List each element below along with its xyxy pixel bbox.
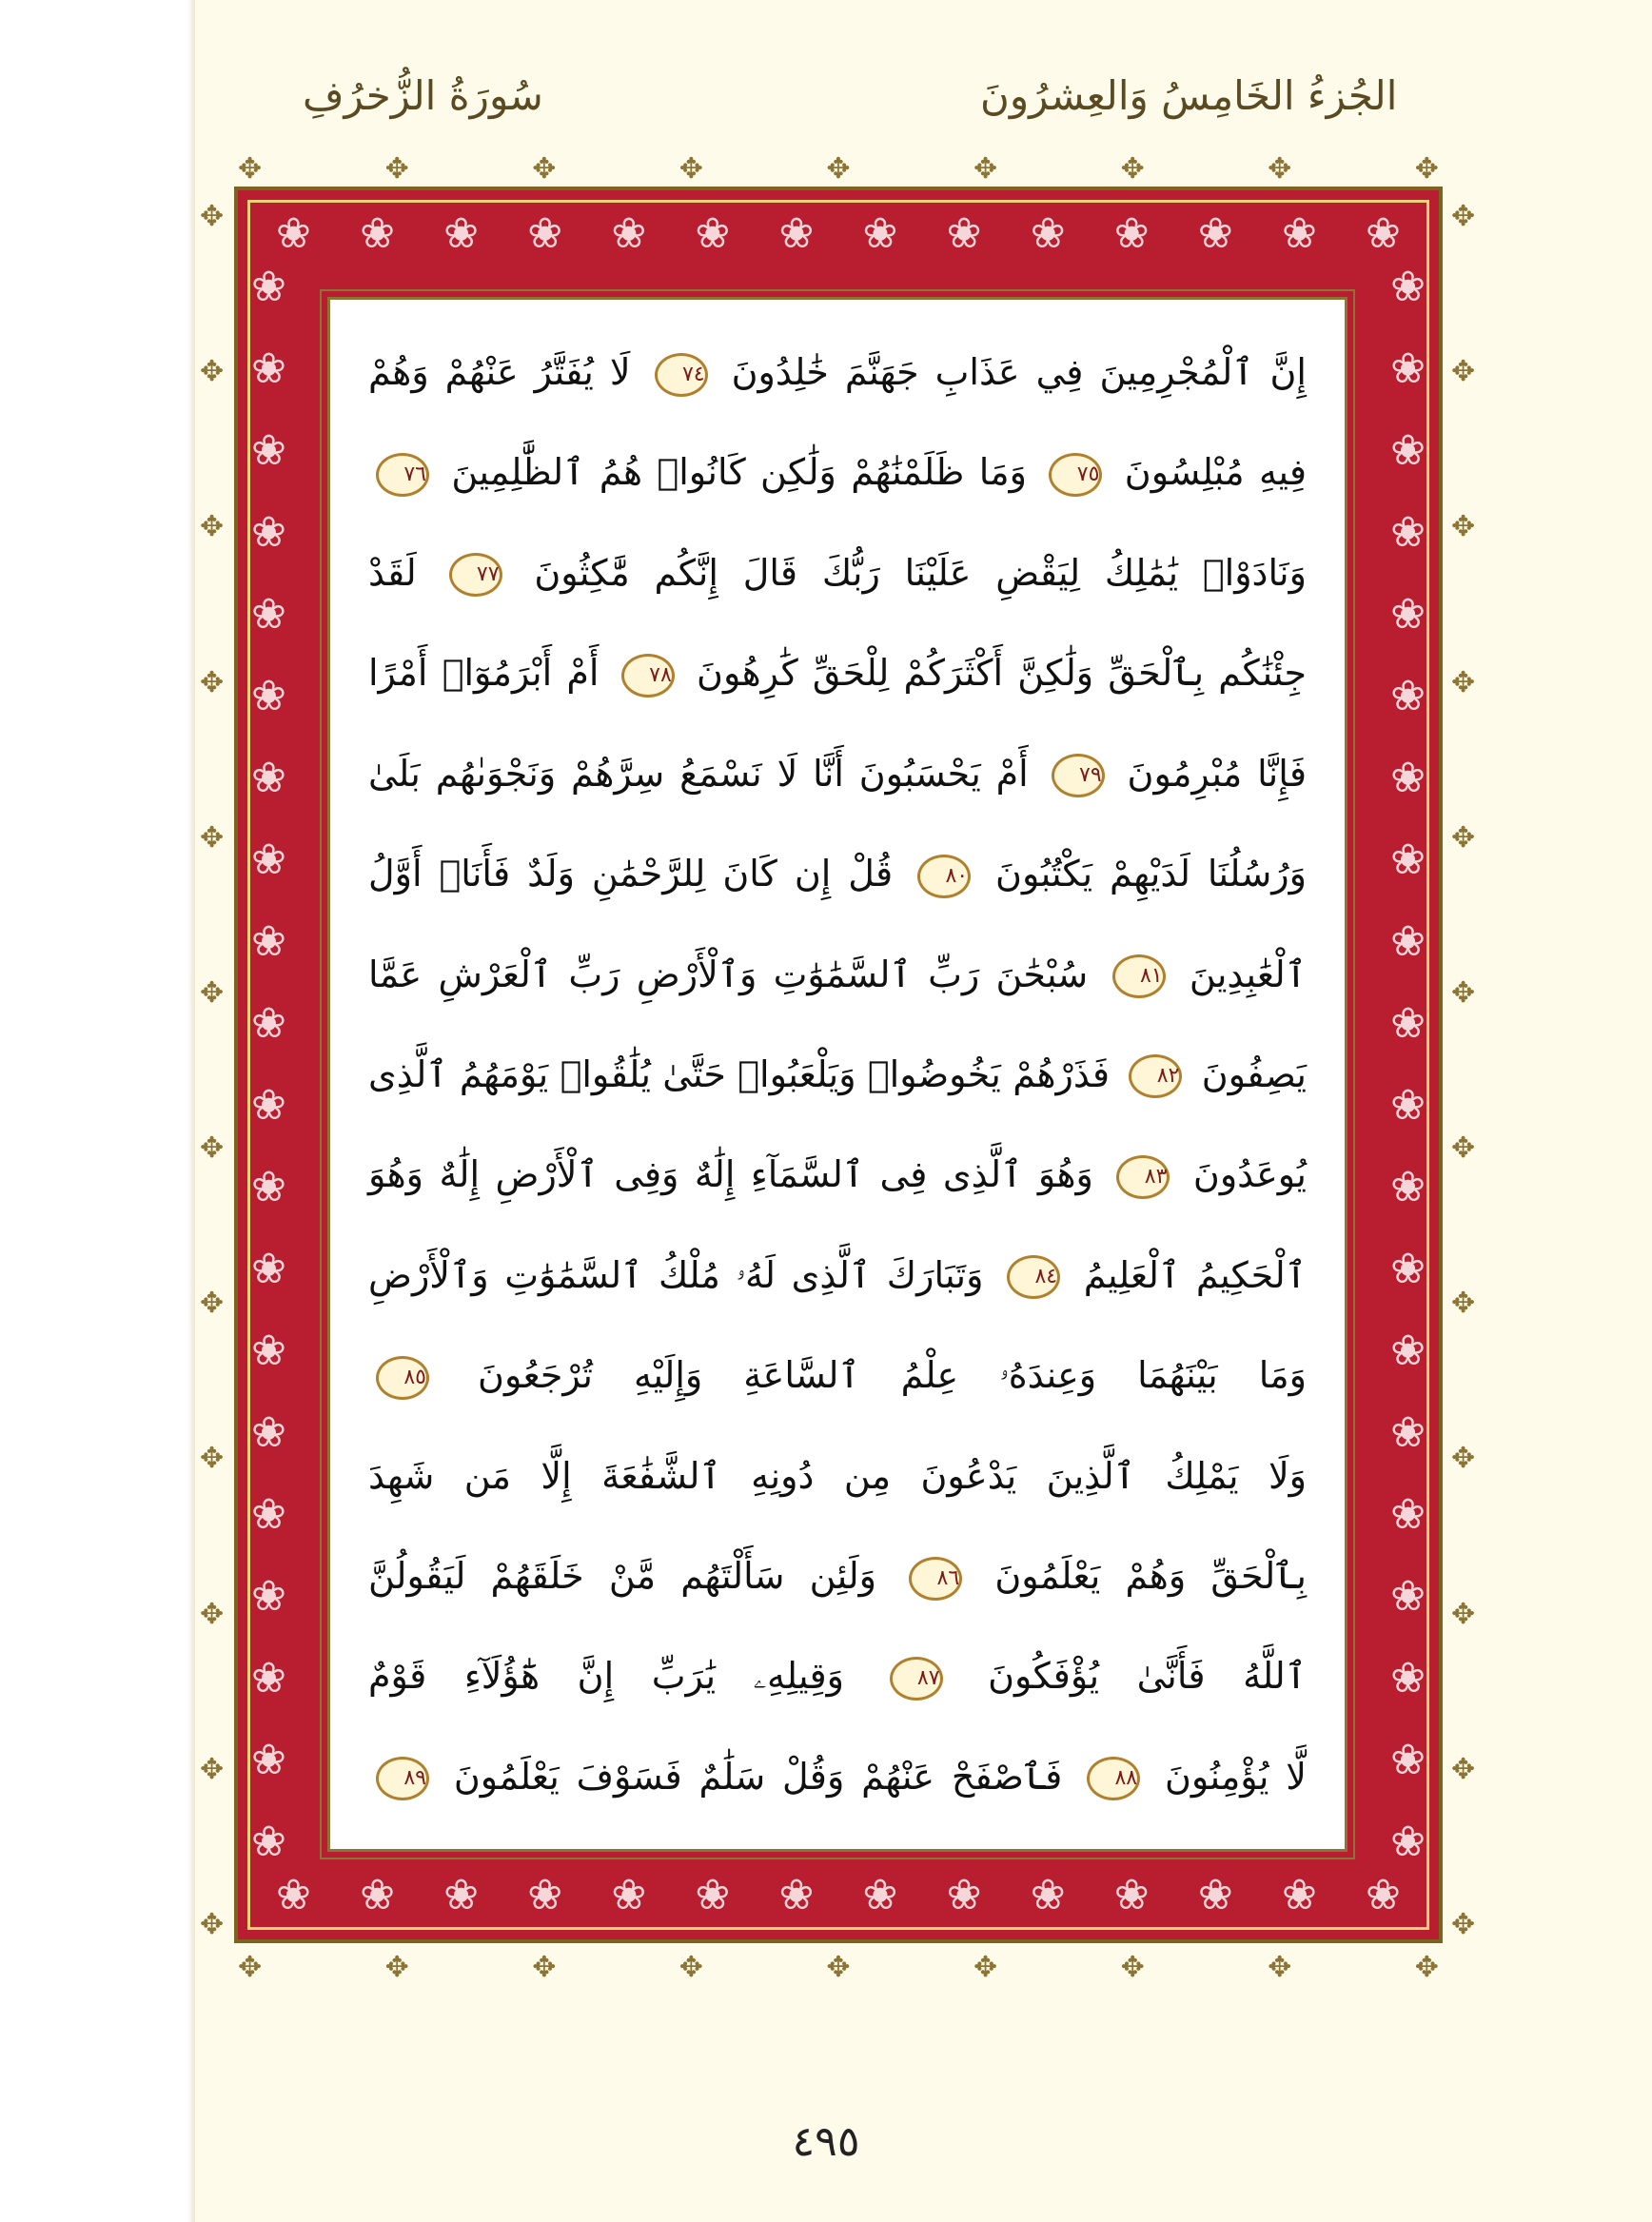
verse-text: يَصِفُونَ [1201,1052,1307,1095]
ayah-number-marker: ٧٨ [621,654,675,698]
verse-text: فَٱصْفَحْ عَنْهُمْ وَقُلْ سَلَٰمٌ فَسَوْفَ يَعْلَمُونَ [453,1755,1063,1798]
verse-line [368,1748,1307,1805]
ayah-number-marker: ٨٤ [1007,1255,1060,1299]
outer-ornament-right: ✥ ✥ ✥ ✥ ✥ ✥ ✥ ✥ ✥ ✥ ✥ ✥ [1451,200,1476,1941]
verse-text: أَمْ أَبْرَمُوٓا۟ أَمْرًا [368,652,600,695]
ayah-number-marker: ٧٧ [449,553,502,597]
verse-text: وَرُسُلُنَا لَدَيْهِمْ يَكْتُبُونَ [995,853,1307,895]
border-motif-left: ❀ ❀ ❀ ❀ ❀ ❀ ❀ ❀ ❀ ❀ ❀ ❀ ❀ ❀ ❀ ❀ ❀ ❀ ❀ ❀ [251,263,286,1866]
verse-lines [368,344,1307,1805]
ayah-number-marker: ٨٥ [376,1356,429,1400]
verse-text: بِٱلْحَقِّ وَهُمْ يَعْلَمُونَ [994,1555,1307,1598]
border-motif-right: ❀ ❀ ❀ ❀ ❀ ❀ ❀ ❀ ❀ ❀ ❀ ❀ ❀ ❀ ❀ ❀ ❀ ❀ ❀ ❀ [1390,263,1426,1866]
ayah-number-marker: ٧٩ [1052,754,1105,797]
ayah-number-marker: ٨٧ [890,1657,943,1701]
ayah-number-marker: ٧٥ [1049,453,1102,497]
border-motif-bottom: ❀ ❀ ❀ ❀ ❀ ❀ ❀ ❀ ❀ ❀ ❀ ❀ ❀ ❀ [276,1871,1401,1919]
verse-text: أَمْ يَحْسَبُونَ أَنَّا لَا نَسْمَعُ سِرَّهُمْ وَنَجْوَىٰهُم بَلَىٰ [368,752,1029,795]
ayah-number-marker: ٨١ [1112,954,1166,998]
verse-line [368,1247,1307,1304]
ayah-number-marker: ٨٦ [909,1557,962,1601]
verse-line [368,1347,1307,1404]
verse-line [368,443,1307,501]
page-edge-shadow [187,0,195,2222]
verse-text: وَلَا يَمْلِكُ ٱلَّذِينَ يَدْعُونَ مِن دُونِهِ ٱلشَّفَٰعَةَ إِلَّا مَن شَهِدَ [368,1454,1307,1497]
verse-text: إِنَّ ٱلْمُجْرِمِينَ فِي عَذَابِ جَهَنَّمَ خَٰلِدُونَ [731,351,1307,393]
ayah-number-marker: ٨٠ [917,855,971,898]
verse-text: وَمَا بَيْنَهُمَا وَعِندَهُۥ عِلْمُ ٱلسَّاعَةِ وَإِلَيْهِ تُرْجَعُونَ [478,1354,1307,1397]
verse-text: سُبْحَٰنَ رَبِّ ٱلسَّمَٰوَٰتِ وَٱلْأَرْضِ رَبِّ ٱلْعَرْشِ عَمَّا [368,953,1089,995]
ayah-number-marker: ٨٣ [1116,1155,1170,1199]
verse-text: وَمَا ظَلَمْنَٰهُمْ وَلَٰكِن كَانُوا۟ هُمُ ٱلظَّٰلِمِينَ [451,451,1027,494]
verse-text: ٱللَّهُ فَأَنَّىٰ يُؤْفَكُونَ [988,1655,1307,1698]
verse-line [368,946,1307,1003]
verse-line [368,745,1307,802]
verse-text: وَقِيلِهِۦ يَٰرَبِّ إِنَّ هَٰٓؤُلَآءِ قَوْمٌ [368,1655,844,1698]
outer-ornament-bottom: ✥ ✥ ✥ ✥ ✥ ✥ ✥ ✥ ✥ [238,1951,1439,1984]
ayah-number-marker: ٨٨ [1087,1757,1140,1800]
verse-text: فَإِنَّا مُبْرِمُونَ [1127,752,1307,795]
juz-title: الجُزءُ الخَامِسُ وَالعِشرُونَ [980,72,1398,119]
verse-text: يُوعَدُونَ [1192,1153,1307,1196]
page-number: ٤٩٥ [792,2117,860,2166]
verse-text: قُلْ إِن كَانَ لِلرَّحْمَٰنِ وَلَدٌ فَأَنَا۠ أَوَّلُ [368,853,894,895]
outer-ornament-left: ✥ ✥ ✥ ✥ ✥ ✥ ✥ ✥ ✥ ✥ ✥ ✥ [200,200,225,1941]
verse-line [368,1146,1307,1203]
verse-line [368,845,1307,902]
verse-line [368,1647,1307,1704]
ayah-number-marker: ٧٦ [376,453,429,497]
verse-line [368,1547,1307,1604]
verse-text: فَذَرْهُمْ يَخُوضُوا۟ وَيَلْعَبُوا۟ حَتَّىٰ يُلَٰقُوا۟ يَوْمَهُمُ ٱلَّذِى [368,1052,1110,1095]
quran-text-panel [327,297,1347,1852]
verse-line [368,644,1307,701]
verse-text: ٱلْحَكِيمُ ٱلْعَلِيمُ [1083,1253,1307,1296]
verse-line [368,544,1307,601]
verse-text: وَنَادَوْا۟ يَٰمَٰلِكُ لِيَقْضِ عَلَيْنَا رَبُّكَ قَالَ إِنَّكُم مَّٰكِثُونَ [534,551,1307,594]
ayah-number-marker: ٨٩ [376,1757,429,1800]
verse-text: لَقَدْ [368,551,417,594]
verse-text: فِيهِ مُبْلِسُونَ [1124,451,1308,494]
verse-line [368,1046,1307,1103]
outer-ornament-top: ✥ ✥ ✥ ✥ ✥ ✥ ✥ ✥ ✥ [238,152,1439,186]
verse-text: وَهُوَ ٱلَّذِى فِى ٱلسَّمَآءِ إِلَٰهٌ وَفِى ٱلْأَرْضِ إِلَٰهٌ وَهُوَ [368,1153,1093,1196]
verse-line [368,344,1307,401]
ayah-number-marker: ٨٢ [1129,1054,1182,1098]
verse-text: وَلَئِن سَأَلْتَهُم مَّنْ خَلَقَهُمْ لَيَقُولُنَّ [368,1555,877,1598]
ayah-number-marker: ٧٤ [655,353,708,397]
verse-text: ٱلْعَٰبِدِينَ [1189,953,1307,995]
verse-text: جِئْنَٰكُم بِٱلْحَقِّ وَلَٰكِنَّ أَكْثَرَكُمْ لِلْحَقِّ كَٰرِهُونَ [697,652,1307,695]
verse-line [368,1447,1307,1504]
verse-text: وَتَبَارَكَ ٱلَّذِى لَهُۥ مُلْكُ ٱلسَّمَٰوَٰتِ وَٱلْأَرْضِ [368,1253,984,1296]
border-motif-top: ❀ ❀ ❀ ❀ ❀ ❀ ❀ ❀ ❀ ❀ ❀ ❀ ❀ ❀ [276,209,1401,258]
verse-text: لَا يُفَتَّرُ عَنْهُمْ وَهُمْ [368,351,631,393]
verse-text: لَّا يُؤْمِنُونَ [1164,1755,1307,1798]
surah-title: سُورَةُ الزُّخرُفِ [303,72,543,119]
